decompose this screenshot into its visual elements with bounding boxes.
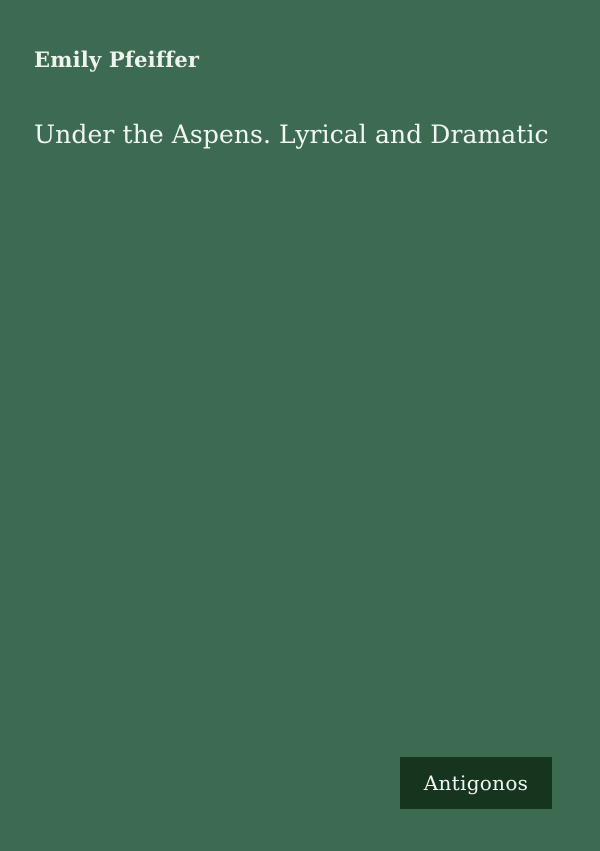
cover-author: Emily Pfeiffer [34,47,200,72]
cover-title: Under the Aspens. Lyrical and Dramatic [34,120,549,149]
publisher-badge [400,757,552,809]
publisher-name: Antigonos [423,771,529,795]
